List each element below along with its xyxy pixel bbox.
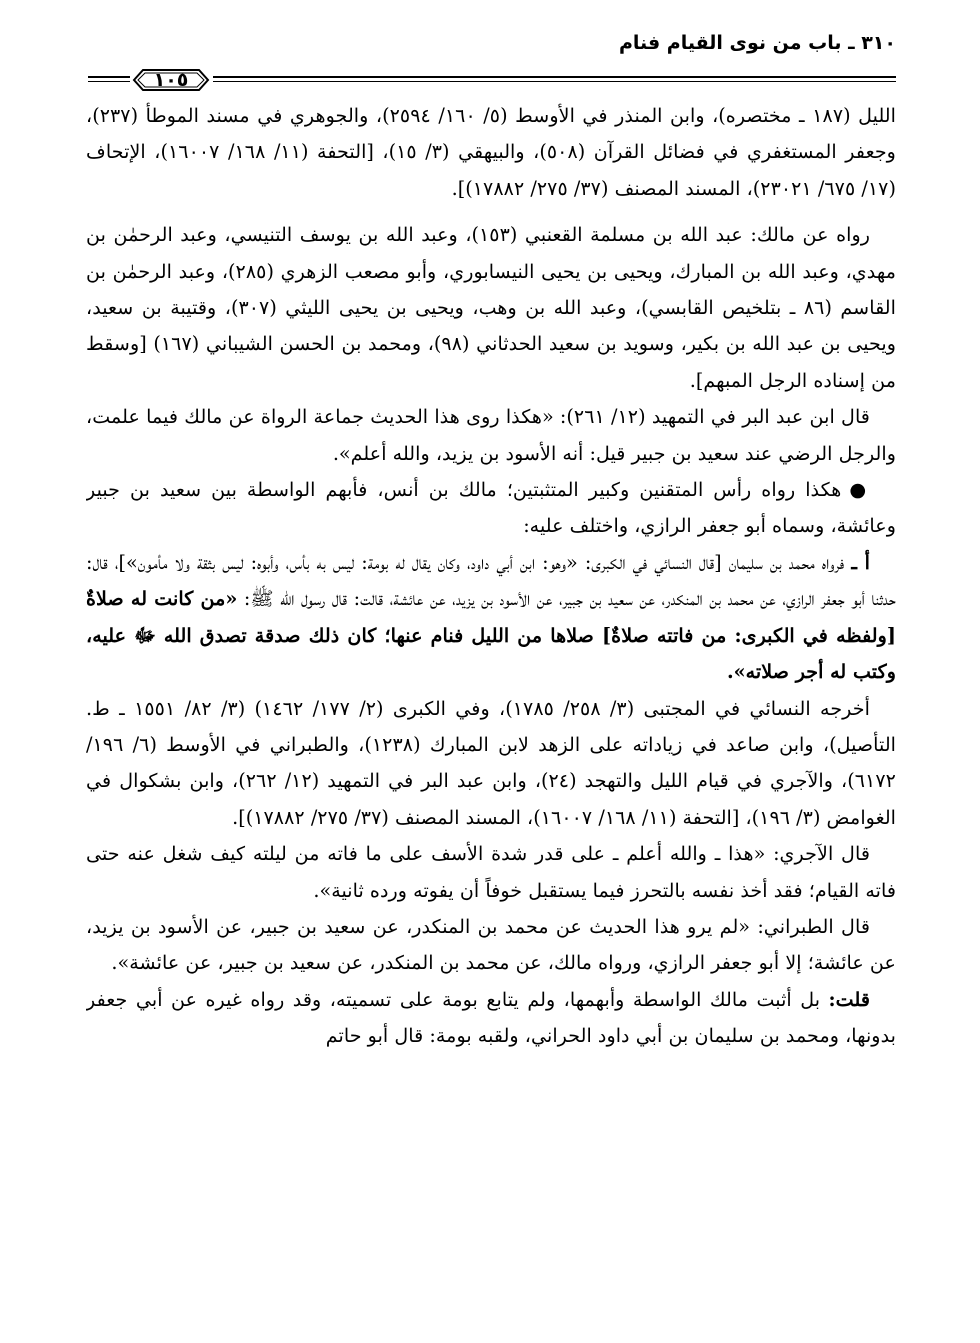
- paragraph-9-text: بل أثبت مالك الواسطة وأبهمها، ولم يتابع بومة على تسميته، وقد رواه غيره عن أبي جعفر بدونها، ومحمد بن سليمان بن أبي داود الحراني، ولقبه بومة: قال أبو حاتم: [86, 987, 896, 1048]
- paragraph-6: أخرجه النسائي في المجتبى (٣/ ٢٥٨/ ١٧٨٥)، وفي الكبرى (٢/ ١٧٧/ ١٤٦٢) (٣/ ٨٢/ ١٥٥١ ـ ط. التأصيل)، وابن صاعد في زياداته على الزهد لابن المبارك (١٢٣٨)، والطبراني في الأوسط (٦/ ١٩٦/ ٦١٧٢)، والآجري في قيام الليل والتهجد (٢٤)، وابن عبد البر في التمهيد (١٢/ ٢٦٢)، وابن بشكوال في الغوامض (٣/ ١٩٦)، [التحفة (١١/ ١٦٨/ ١٦٠٠٧)، المسند المصنف (٣٧/ ٢٧٥/ ١٧٨٨٢)].: [86, 696, 896, 829]
- paragraph-2: رواه عن مالك: عبد الله بن مسلمة القعنبي (١٥٣)، وعبد الله بن يوسف التنيسي، وعبد الرحمٰن بن مهدي، وعبد الله بن المبارك، ويحيى بن يحيى النيسابوري، وأبو مصعب الزهري (٢٨٥)، وعبد الرحمٰن بن القاسم (٨٦ ـ بتلخيص القابسي)، وعبد الله بن وهب، ويحيى بن يحيى الليثي (٣٠٧)، وقتيبة بن سعيد، ويحيى بن عبد الله بن بكير، وسويد بن سعيد الحدثاني (٩٨)، ومحمد بن الحسن الشيباني (١٦٧) [وسقط من إسناده الرجل المبهم].: [86, 223, 896, 392]
- paragraph-1: الليل (١٨٧ ـ مختصره)، وابن المنذر في الأوسط (٥/ ١٦٠/ ٢٥٩٤)، والجوهري في مسند الموطأ (٢٣٧)، وجعفر المستغفري في فضائل القرآن (٥٠٨)، والبيهقي (٣/ ١٥)، [التحفة (١١/ ١٦٨/ ١٦٠٠٧)، الإتحاف (١٧/ ٦٧٥/ ٢٣٠٢١)، المسند المصنف (٣٧/ ٢٧٥/ ١٧٨٨٢)].: [86, 104, 896, 200]
- paragraph-5: [86, 545, 896, 691]
- paragraph-4: [86, 472, 896, 545]
- hadith-text: «من كانت له صلاةٌ [ولفظه في الكبرى: من فاتته صلاةٌ] صلاها من الليل فنام عنها؛ كان ذلك صدقة تصدق الله ﷻ عليه، وكتب له أجر صلاته».: [86, 587, 896, 684]
- page-body: [86, 98, 896, 1343]
- paragraph-4-text: هكذا رواه رأس المتقنين وكبير المتثبتين؛ مالك بن أنس، فأبهم الواسطة بين سعيد بن جبير وعائشة، وسماه أبو جعفر الرازي، واختلف عليه:: [86, 478, 896, 538]
- page-number: ١٠٥: [153, 69, 189, 91]
- header-rule-right-thick: [213, 76, 896, 78]
- qultu-label: قلت:: [828, 987, 870, 1011]
- header-rule-right-thin: [213, 81, 896, 82]
- running-title: ٣١٠ ـ باب من نوى القيام فنام: [618, 32, 896, 54]
- page-number-frame: [132, 68, 210, 92]
- header-rule-left-thick: [88, 76, 130, 78]
- header-rule-left-thin: [88, 81, 130, 82]
- bullet-icon: ●: [849, 478, 870, 502]
- paragraph-3: قال ابن عبد البر في التمهيد (١٢/ ٢٦١): «هكذا روى هذا الحديث جماعة الرواة عن مالك فيما علمت، والرجل الرضي عند سعيد بن جبير قيل: أنه الأسود بن يزيد، والله أعلم».: [86, 405, 896, 465]
- item-label-a: أ ـ: [851, 550, 870, 574]
- header-rule: [88, 68, 896, 92]
- paragraph-8: قال الطبراني: «لم يرو هذا الحديث عن محمد بن المنكدر، عن سعيد بن جبير، عن الأسود بن يزيد، عن عائشة؛ إلا أبو جعفر الرازي، ورواه مالك، عن محمد بن المنكدر، عن سعيد بن جبير، عن عائشة».: [86, 914, 896, 975]
- paragraph-5-text: فرواه محمد بن سليمان [قال النسائي في الكبرى: «وهو: ابن أبي داود، وكان يقال له بومة: ليس به بأس، وأبوه: ليس بثقة ولا مأمون»]، قال: حدثنا أبو جعفر الرازي، عن محمد بن المنكدر، عن سعيد بن جبير، عن الأسود بن يزيد، عن عائشة، قالت: قال رسول الله ﷺ:: [86, 550, 896, 611]
- paragraph-9: [86, 982, 896, 1055]
- page-header: [88, 30, 896, 96]
- paragraph-7: قال الآجري: «هذا ـ والله أعلم ـ على قدر شدة الأسف على ما فاته من ليلته كيف شغل عنه حتى فاته القيام؛ فقد أخذ نفسه بالتحرز فيما يستقبل خوفاً أن يفوته ورده ثانية».: [86, 842, 896, 902]
